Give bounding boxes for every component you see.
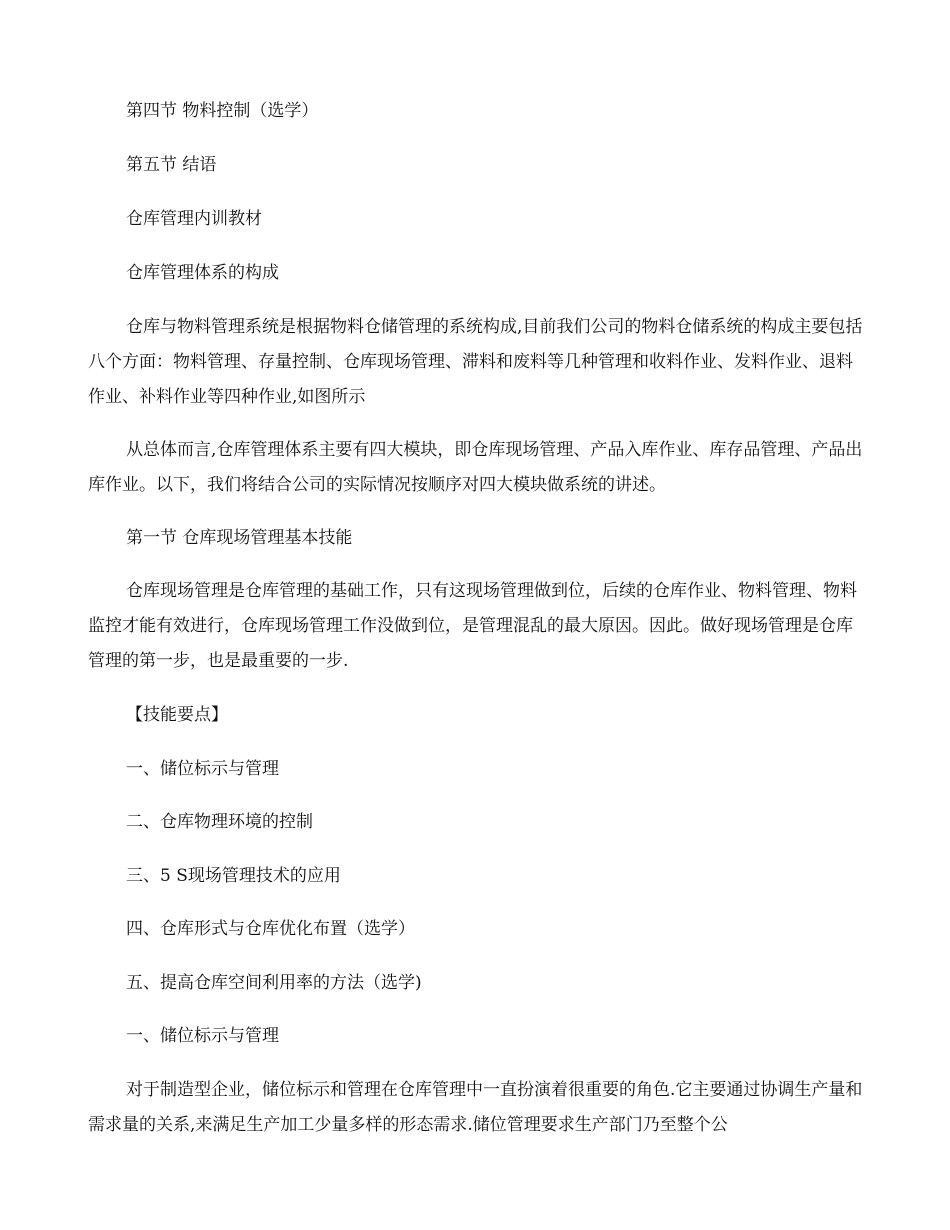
skill-item-5: 五、提高仓库空间利用率的方法（选学) [126, 973, 422, 993]
storage-location-paragraph: 对于制造型企业，储位标示和管理在仓库管理中一直扮演着很重要的角色.它主要通过协调生产量和需求量的关系,来满足生产加工少量多样的形态需求.储位管理要求生产部门乃至整个公 [88, 1080, 863, 1135]
intro-paragraph: 仓库与物料管理系统是根据物料仓储管理的系统构成,目前我们公司的物料仓储系统的构成主要包括八个方面：物料管理、存量控制、仓库现场管理、滞料和废料等几种管理和收料作业、发料作业、退料作业、补料作业等四种作业,如图所示 [88, 317, 863, 407]
document-title: 仓库管理内训教材 [126, 209, 262, 229]
site-management-paragraph: 仓库现场管理是仓库管理的基础工作，只有这现场管理做到位，后续的仓库作业、物料管理、物料监控才能有效进行，仓库现场管理工作没做到位，是管理混乱的最大原因。因此。做好现场管理是仓库管理的第一步，也是最重要的一步. [88, 581, 857, 671]
skill-item-3: 三、5 S现场管理技术的应用 [126, 866, 341, 886]
skill-item-2: 二、仓库物理环境的控制 [126, 812, 313, 832]
overview-paragraph: 从总体而言,仓库管理体系主要有四大模块，即仓库现场管理、产品入库作业、库存品管理、产品出库作业。以下，我们将结合公司的实际情况按顺序对四大模块做系统的讲述。 [88, 440, 863, 495]
skill-item-4: 四、仓库形式与仓库优化布置（选学） [126, 919, 415, 939]
skill-item-1: 一、储位标示与管理 [126, 759, 279, 779]
section-heading-5: 第五节 结语 [126, 155, 217, 175]
system-heading: 仓库管理体系的构成 [126, 263, 279, 283]
subsection-heading-1: 一、储位标示与管理 [126, 1026, 279, 1046]
section-heading-4: 第四节 物料控制（选学） [126, 101, 319, 121]
section-heading-1: 第一节 仓库现场管理基本技能 [126, 528, 353, 548]
skill-points-heading: 【技能要点】 [126, 705, 228, 725]
